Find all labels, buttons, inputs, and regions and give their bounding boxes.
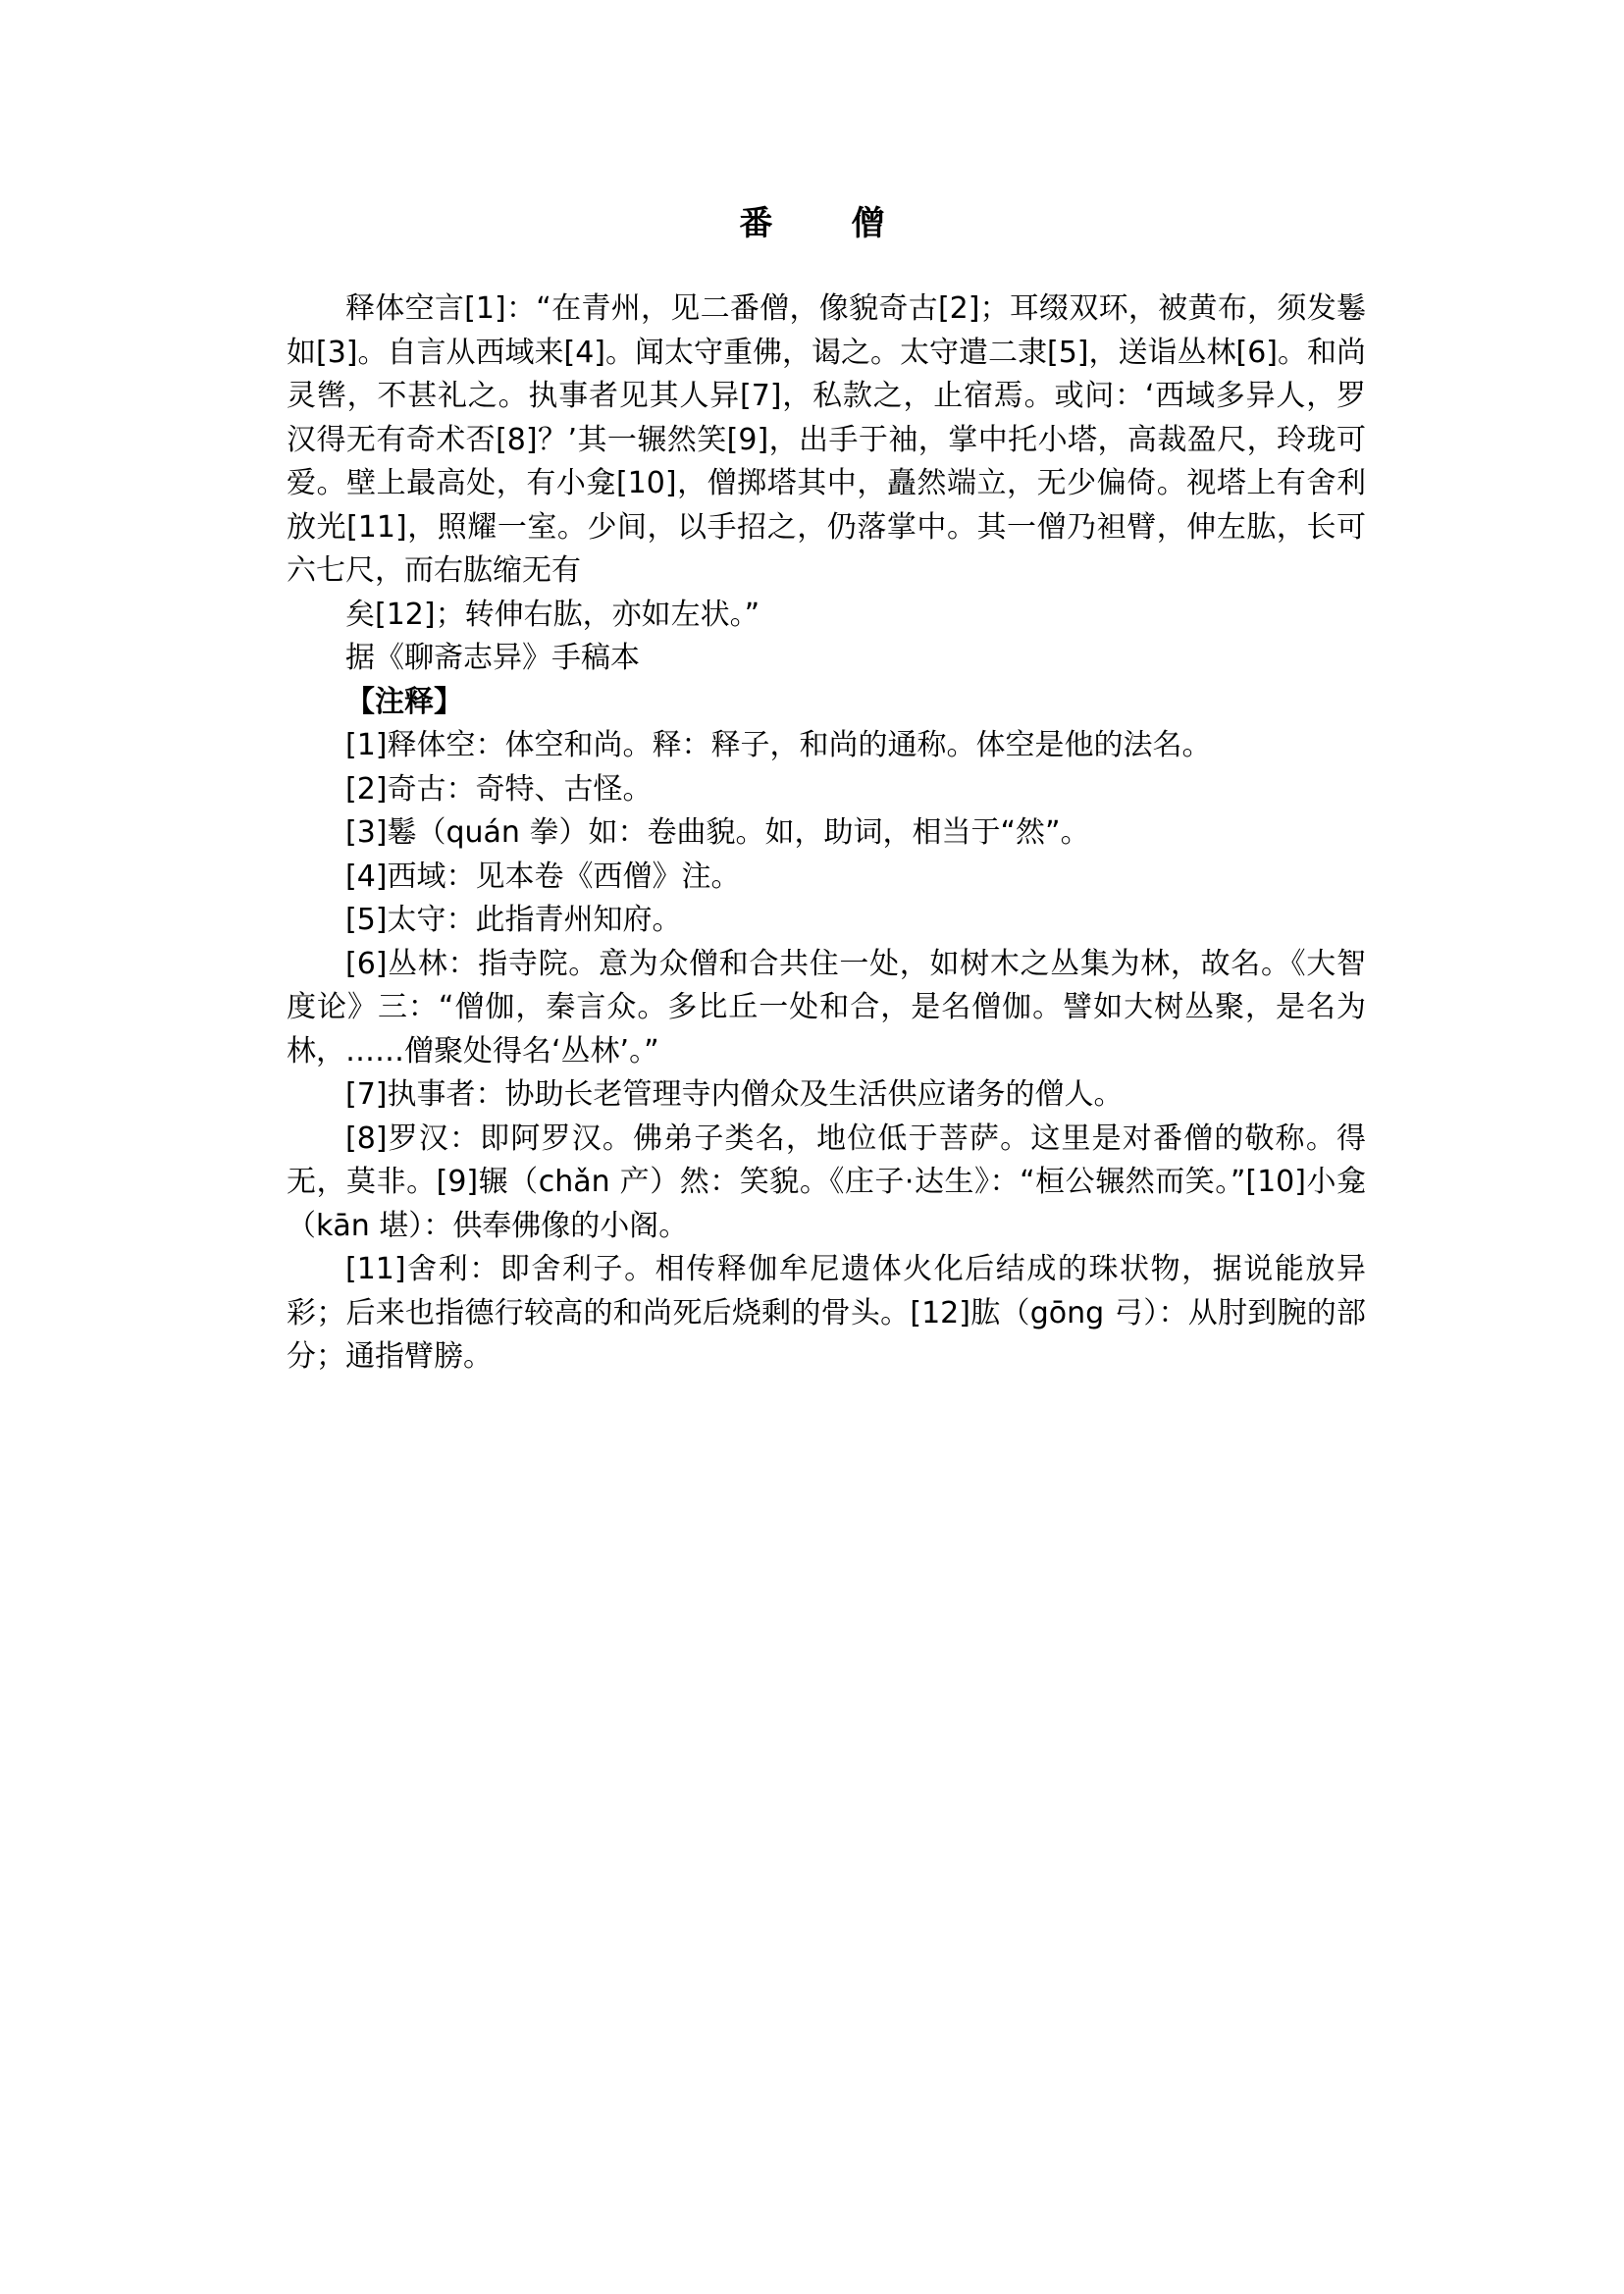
document-body (287, 287, 1366, 1380)
main-paragraph-end: 矣[12]；转伸右肱，亦如左状。” (345, 597, 760, 632)
note-1: [1]释体空：体空和尚。释：释子，和尚的通称。体空是他的法名。 (345, 728, 1212, 762)
main-paragraph: 释体空言[1]：“在青州，见二番僧，像貌奇古[2]；耳缀双环，被黄布，须发鬈如[3]。自言从西域来[4]。闻太守重佛，谒之。太守遣二隶[5]，送诣丛林[6]。和尚灵辔，不甚礼之。执事者见其人异[7]，私款之，止宿焉。或问：‘西域多异人，罗汉得无有奇术否[8]？’其一辗然笑[9]，出手于袖，掌中托小塔，高裁盈尺，玲珑可爱。壁上最高处，有小龛[10]，僧掷塔其中，矗然端立，无少偏倚。视塔上有舍利放光[11]，照耀一室。少间，以手招之，仍落掌中。其一僧乃袒臂，伸左肱，长可六七尺，而右肱缩无有 (287, 291, 1366, 588)
note-6: [6]丛林：指寺院。意为众僧和合共住一处，如树木之丛集为林，故名。《大智度论》三：“僧伽，秦言众。多比丘一处和合，是名僧伽。譬如大树丛聚，是名为林，……僧聚处得名‘丛林’。” (287, 946, 1366, 1069)
notes-heading: 【注释】 (345, 684, 463, 719)
note-5: [5]太守：此指青州知府。 (345, 903, 682, 937)
page-title (0, 200, 1624, 247)
note-11-12: [11]舍利：即舍利子。相传释伽牟尼遗体火化后结成的珠状物，据说能放异彩；后来也指德行较高的和尚死后烧剩的骨头。[12]肱（gōng 弓）：从肘到腕的部分；通指臂膀。 (287, 1252, 1366, 1374)
note-8-10: [8]罗汉：即阿罗汉。佛弟子类名，地位低于菩萨。这里是对番僧的敬称。得无，莫非。[9]辗（chǎn 产）然：笑貌。《庄子·达生》：“桓公辗然而笑。”[10]小龛（kān 堪）：供奉佛像的小阁。 (287, 1121, 1366, 1243)
note-3: [3]鬈（quán 拳）如：卷曲貌。如，助词，相当于“然”。 (345, 815, 1090, 850)
title-char-2: 僧 (851, 204, 885, 243)
note-7: [7]执事者：协助长老管理寺内僧众及生活供应诸务的僧人。 (345, 1077, 1124, 1112)
note-4: [4]西域：见本卷《西僧》注。 (345, 859, 741, 894)
note-2: [2]奇古：奇特、古怪。 (345, 771, 653, 807)
title-char-1: 番 (739, 204, 773, 243)
source-line: 据《聊斋志异》手稿本 (345, 641, 640, 675)
